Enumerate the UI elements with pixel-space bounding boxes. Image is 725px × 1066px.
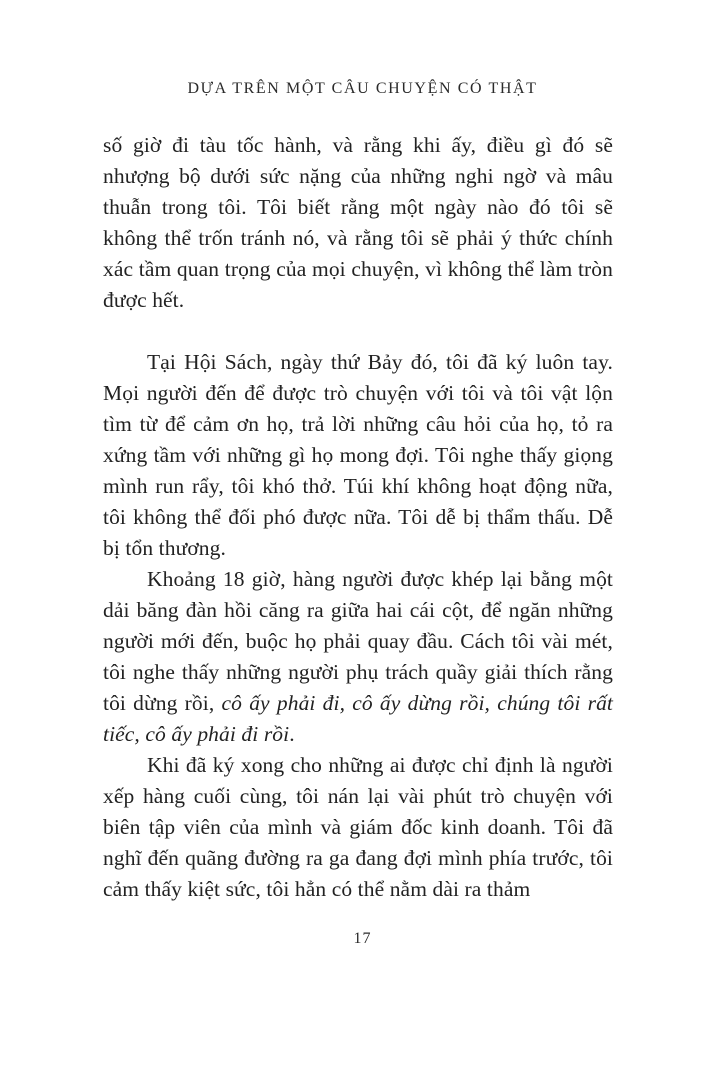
page-number: 17	[353, 930, 372, 947]
paragraph-continuation: số giờ đi tàu tốc hành, và rằng khi ấy, điều gì đó sẽ nhượng bộ dưới sức nặng của những nghi ngờ và mâu thuẫn trong tôi. Tôi biết rằng một ngày nào đó tôi sẽ không thể trốn tránh nó, và rằng tôi sẽ phải ý thức chính xác tầm quan trọng của mọi chuyện, vì không thể làm tròn được hết.	[103, 133, 613, 312]
italic-quote: cô ấy phải đi, cô ấy dừng rồi, chúng tôi rất tiếc, cô ấy phải đi rồi	[103, 691, 613, 746]
paragraph-last-signing: Khi đã ký xong cho những ai được chỉ định là người xếp hàng cuối cùng, tôi nán lại vài phút trò chuyện với biên tập viên của mình và giám đốc kinh doanh. Tôi đã nghĩ đến quãng đường ra ga đang đợi mình phía trước, tôi cảm thấy kiệt sức, tôi hẳn có thể nằm dài ra thảm	[103, 753, 613, 901]
body-text	[103, 130, 613, 905]
paragraph-queue-closed	[103, 564, 613, 750]
running-head-title: DỰA TRÊN MỘT CÂU CHUYỆN CÓ THẬT	[187, 80, 538, 97]
paragraph-book-fair: Tại Hội Sách, ngày thứ Bảy đó, tôi đã ký luôn tay. Mọi người đến để được trò chuyện với tôi và tôi vật lộn tìm từ để cảm ơn họ, trả lời những câu hỏi của họ, tỏ ra xứng tầm với những gì họ mong đợi. Tôi nghe thấy giọng mình run rẩy, tôi khó thở. Túi khí không hoạt động nữa, tôi không thể đối phó được nữa. Tôi dễ bị thẩm thấu. Dễ bị tổn thương.	[103, 350, 613, 560]
paragraph-queue-closed-text: Khoảng 18 giờ, hàng người được khép lại bằng một dải băng đàn hồi căng ra giữa hai cái cột, để ngăn những người mới đến, buộc họ phải quay đầu. Cách tôi vài mét, tôi nghe thấy những người phụ trách quầy giải thích rằng tôi dừng rồi,	[103, 567, 613, 715]
paragraph-queue-closed-end: .	[289, 722, 295, 746]
